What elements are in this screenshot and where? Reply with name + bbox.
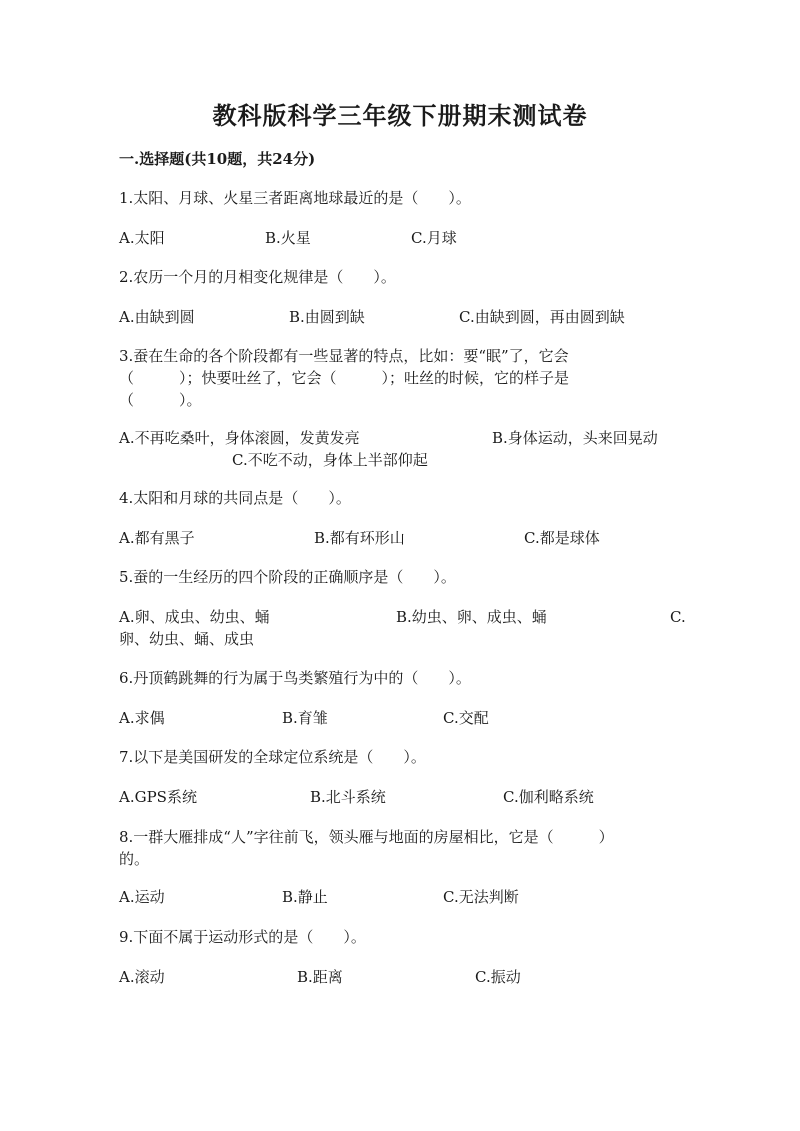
question-8-option-a: A.运动	[119, 888, 165, 906]
question-2-stem: 2.农历一个月的月相变化规律是（ ）。	[119, 268, 396, 286]
question-1-stem: 1.太阳、月球、火星三者距离地球最近的是（ ）。	[119, 189, 471, 207]
section-heading: 一.选择题(共10题，共24分)	[119, 150, 316, 168]
question-9-stem: 9.下面不属于运动形式的是（ ）。	[119, 928, 366, 946]
question-6-option-c: C.交配	[443, 709, 489, 727]
question-2-option-b: B.由圆到缺	[289, 308, 365, 326]
question-1-option-b: B.火星	[265, 229, 311, 247]
question-3-option-b: B.身体运动，头来回晃动	[492, 429, 658, 447]
question-8-option-c: C.无法判断	[443, 888, 519, 906]
question-3-option-c: C.不吃不动，身体上半部仰起	[232, 451, 428, 469]
question-5-option-a: A.卵、成虫、幼虫、蛹	[119, 608, 270, 626]
question-6-stem: 6.丹顶鹤跳舞的行为属于鸟类繁殖行为中的（ ）。	[119, 669, 471, 687]
question-4-option-c: C.都是球体	[524, 529, 600, 547]
question-9-option-b: B.距离	[297, 968, 343, 986]
question-4-option-b: B.都有环形山	[314, 529, 405, 547]
question-3-stem-line-3: （ ）。	[119, 391, 202, 409]
question-6-option-a: A.求偶	[119, 709, 165, 727]
question-7-stem: 7.以下是美国研发的全球定位系统是（ ）。	[119, 748, 426, 766]
question-1-option-a: A.太阳	[119, 229, 165, 247]
question-7-option-a: A.GPS系统	[119, 788, 197, 806]
question-8-option-b: B.静止	[282, 888, 328, 906]
question-9-option-a: A.滚动	[119, 968, 165, 986]
question-3-option-a: A.不再吃桑叶，身体滚圆，发黄发亮	[119, 429, 360, 447]
question-2-option-a: A.由缺到圆	[119, 308, 195, 326]
question-4-option-a: A.都有黑子	[119, 529, 195, 547]
question-7-option-c: C.伽利略系统	[503, 788, 594, 806]
question-5-option-c-text: 卵、幼虫、蛹、成虫	[119, 630, 255, 648]
question-3-stem-line-2: （ ）；快要吐丝了，它会（ ）；吐丝的时候，它的样子是	[119, 369, 570, 387]
question-7-option-b: B.北斗系统	[310, 788, 386, 806]
page-title: 教科版科学三年级下册期末测试卷	[212, 101, 588, 130]
question-6-option-b: B.育雏	[282, 709, 328, 727]
question-8-stem-line-1: 8.一群大雁排成“人”字往前飞，领头雁与地面的房屋相比，它是（ ）	[119, 828, 614, 846]
question-9-option-c: C.振动	[475, 968, 521, 986]
question-2-option-c: C.由缺到圆，再由圆到缺	[459, 308, 625, 326]
question-5-stem: 5.蚕的一生经历的四个阶段的正确顺序是（ ）。	[119, 568, 456, 586]
question-4-stem: 4.太阳和月球的共同点是（ ）。	[119, 489, 351, 507]
question-3-stem-line-1: 3.蚕在生命的各个阶段都有一些显著的特点，比如：要“眠”了，它会	[119, 347, 569, 365]
question-5-option-c-label: C.	[670, 608, 686, 626]
question-8-stem-line-2: 的。	[119, 850, 150, 868]
question-1-option-c: C.月球	[411, 229, 457, 247]
question-5-option-b: B.幼虫、卵、成虫、蛹	[396, 608, 547, 626]
